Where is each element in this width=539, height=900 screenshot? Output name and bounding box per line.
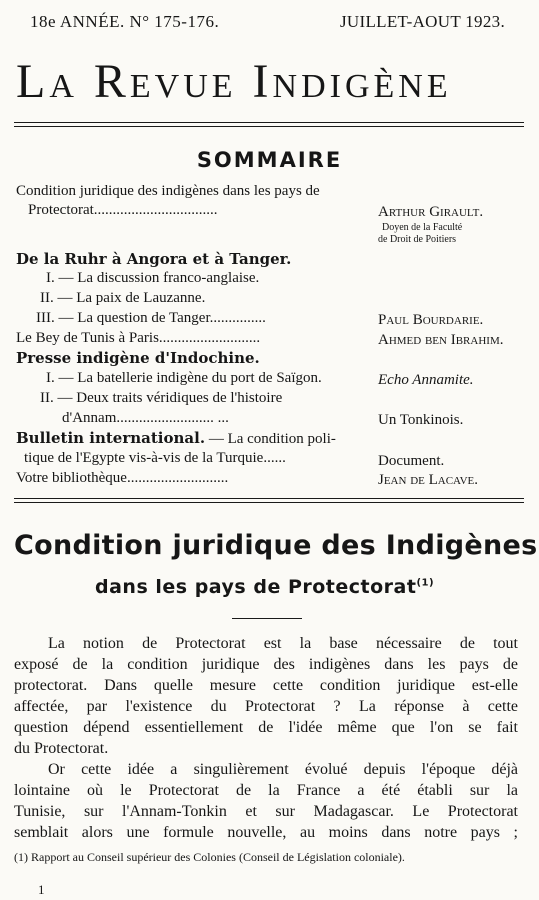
toc-author: Echo Annamite. <box>378 372 474 388</box>
toc-section-heading: De la Ruhr à Angora et à Tanger. <box>16 250 292 268</box>
sommaire-rule-top <box>14 498 524 499</box>
toc-author: Arthur Girault. <box>378 204 484 220</box>
paragraph-line: Or cette idée a singulièrement évolué depuis l'époque déjà <box>48 761 518 778</box>
toc-author-note: de Droit de Poitiers <box>378 234 457 245</box>
paragraph-line: Tunisie, sur l'Annam-Tonkin et sur Madagascar. Le Protectorat <box>14 803 518 820</box>
section-divider <box>232 618 302 619</box>
toc-author: Paul Bourdarie. <box>378 312 484 328</box>
toc-line-bulletin <box>16 430 336 448</box>
sommaire-rule-bottom <box>14 502 524 503</box>
article-title: Condition juridique des Indigènes <box>14 530 538 561</box>
toc-author-note: Doyen de la Faculté <box>382 222 463 233</box>
toc-line: d'Annam.......................... ... <box>62 410 229 426</box>
paragraph-line: du Protectorat. <box>14 740 109 757</box>
paragraph-line: La notion de Protectorat est la base nécessaire de tout <box>48 635 518 652</box>
toc-section-heading: Presse indigène d'Indochine. <box>16 349 260 367</box>
footnote-ref: (1) <box>416 577 435 589</box>
toc-line: II. — La paix de Lauzanne. <box>40 290 206 306</box>
sommaire-title: SOMMAIRE <box>196 148 343 172</box>
article-subtitle <box>95 576 434 598</box>
masthead-rule-top <box>14 122 524 123</box>
masthead-title: La Revue Indigène <box>16 55 452 108</box>
toc-line: Protectorat................................. <box>28 202 218 218</box>
toc-line: I. — La discussion franco-anglaise. <box>46 270 260 286</box>
toc-line: I. — La batellerie indigène du port de Saïgon. <box>46 370 322 386</box>
toc-author: Un Tonkinois. <box>378 412 464 428</box>
toc-line: II. — Deux traits véridiques de l'histoire <box>40 390 283 406</box>
masthead-rule-bottom <box>14 126 524 127</box>
toc-author: Ahmed ben Ibrahim. <box>378 332 504 348</box>
toc-line: Le Bey de Tunis à Paris........................... <box>16 330 261 346</box>
toc-author: Document. <box>378 453 445 469</box>
paragraph-line: lointaine où le Protectorat de la France a été établi sur la <box>14 782 518 799</box>
toc-bold-label: Bulletin international. <box>16 429 206 447</box>
toc-line: III. — La question de Tanger............... <box>36 310 266 326</box>
paragraph-line: protectorat. Dans quelle mesure cette condition juridique est-elle <box>14 677 518 694</box>
issue-date: JUILLET-AOUT 1923. <box>340 12 505 31</box>
toc-line: tique de l'Egypte vis-à-vis de la Turquie...... <box>24 450 286 466</box>
paragraph-line: exposé de la condition juridique des indigènes dans les pays de <box>14 656 518 673</box>
footnote: (1) Rapport au Conseil supérieur des Colonies (Conseil de Législation coloniale). <box>14 850 405 864</box>
article-subtitle-text: dans les pays de Protectorat <box>95 576 417 598</box>
toc-author: Jean de Lacave. <box>378 472 478 488</box>
paragraph-line: affectée, par l'existence du Protectorat ? La réponse à cette <box>14 698 518 715</box>
toc-line-text: — La condition poli- <box>205 431 336 447</box>
paragraph-line: semblait alors une formule nouvelle, au moins dans notre pays ; <box>14 824 518 841</box>
toc-line: Condition juridique des indigènes dans les pays de <box>16 183 320 199</box>
issue-number: 18e ANNÉE. N° 175-176. <box>30 12 220 31</box>
paragraph-line: question dépend essentiellement de l'idée même que l'on se fait <box>14 719 518 736</box>
page-number: 1 <box>38 882 45 897</box>
toc-line: Votre bibliothèque........................... <box>16 470 229 486</box>
